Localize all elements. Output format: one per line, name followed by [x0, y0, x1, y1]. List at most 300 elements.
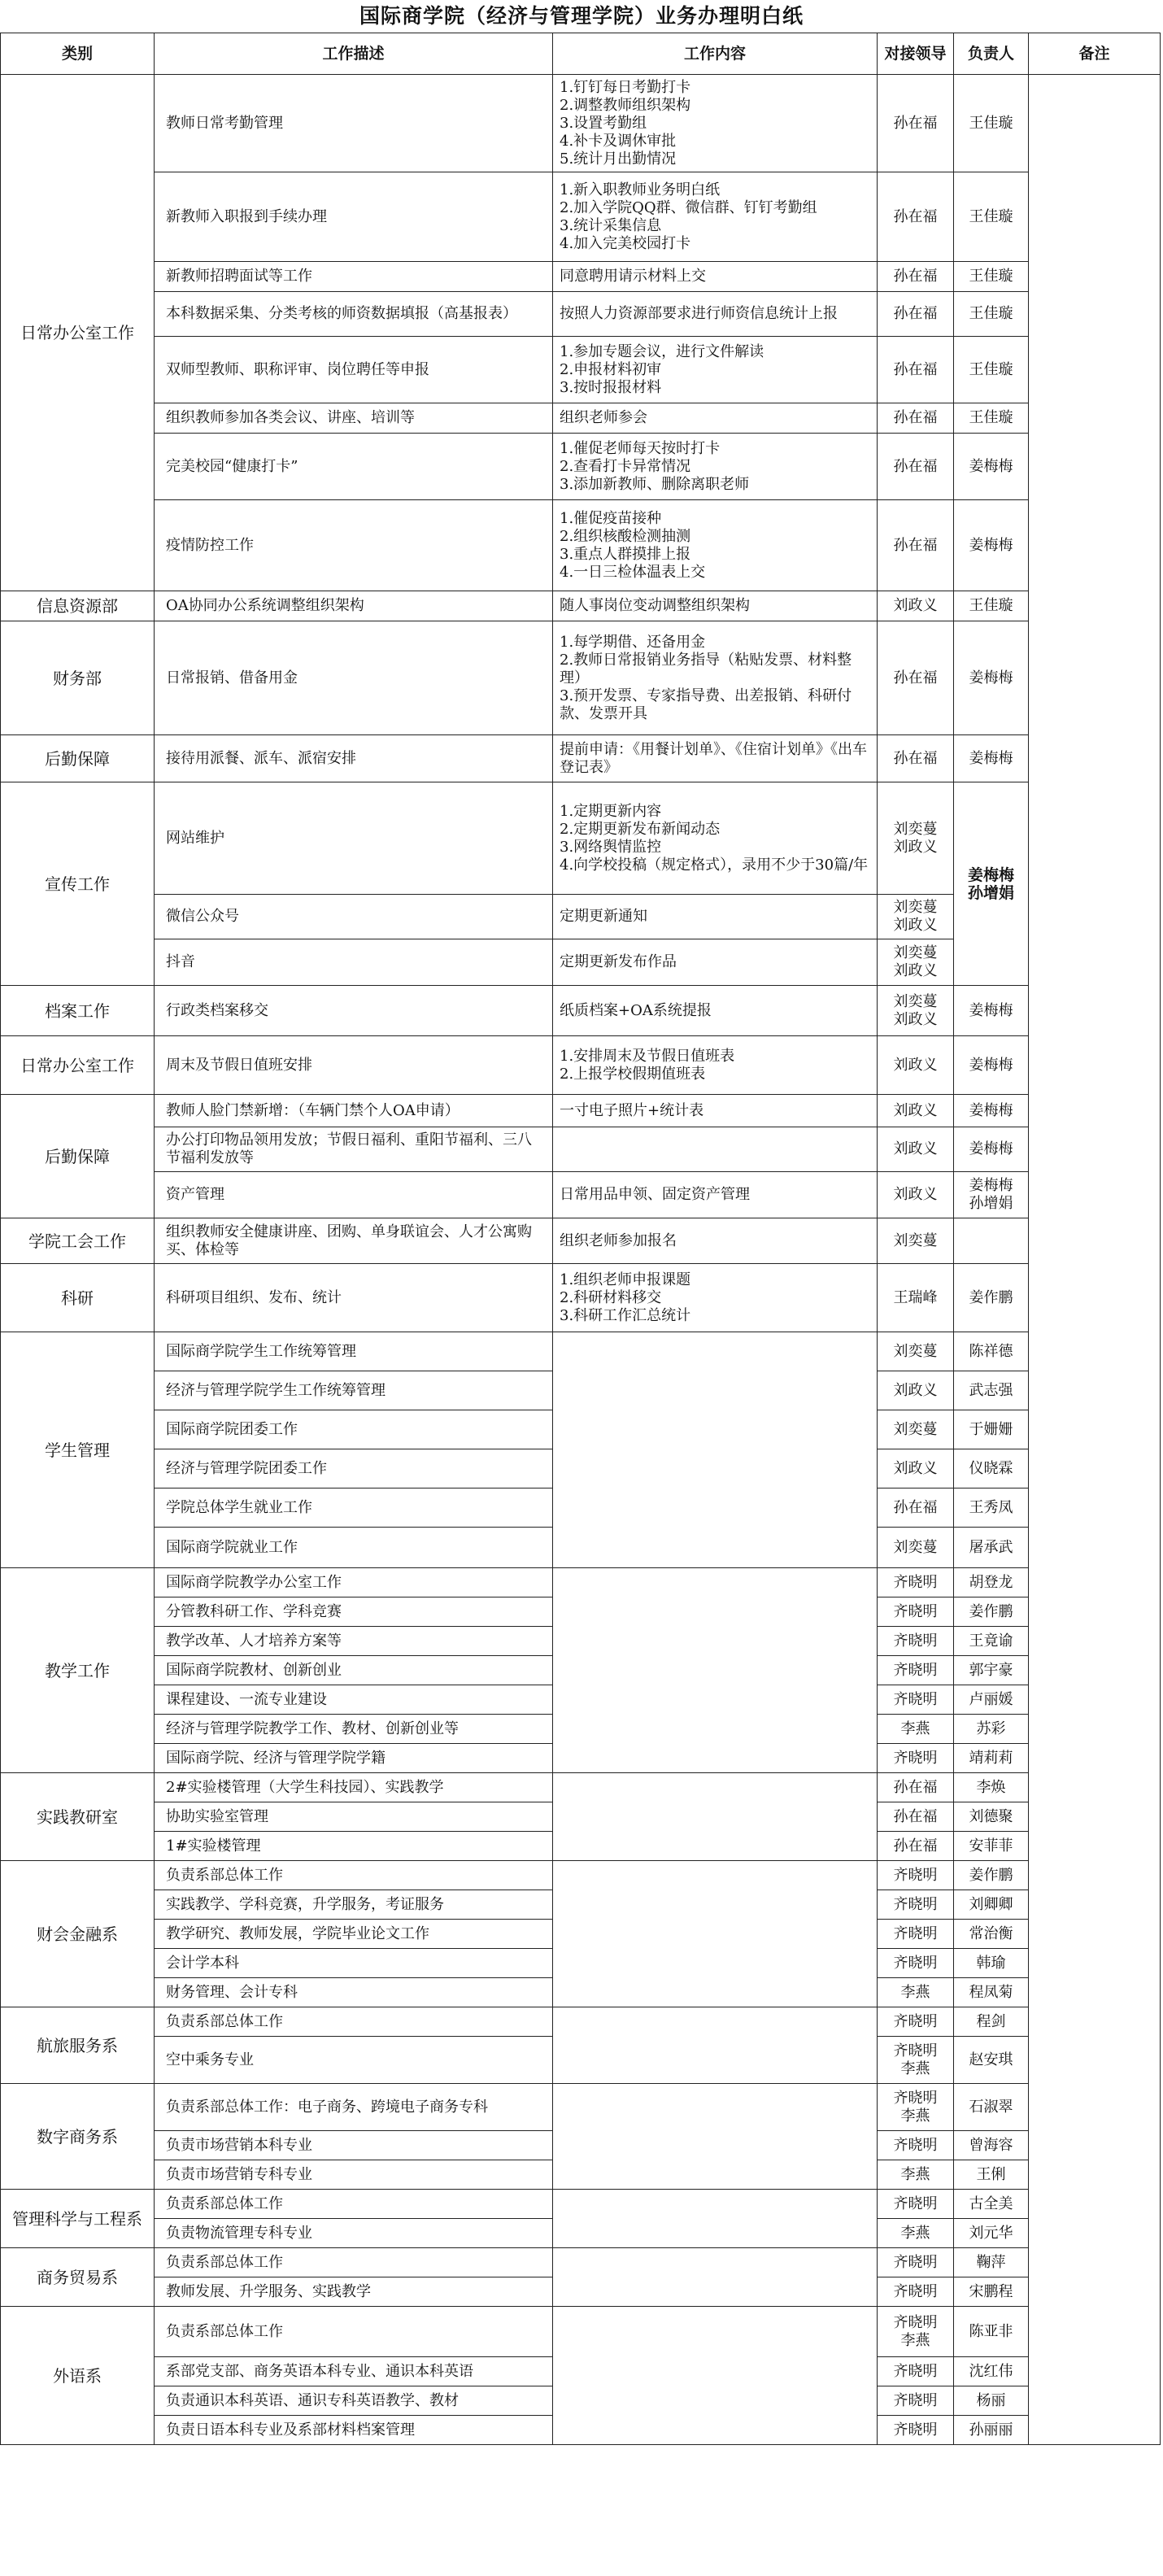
header-category: 类别	[1, 33, 155, 75]
category-cell: 日常办公室工作	[1, 1036, 155, 1095]
content-line: 组织老师参加报名	[560, 1231, 677, 1249]
description-text: 国际商学院就业工作	[166, 1538, 298, 1556]
content-line: 3.设置考勤组	[560, 114, 647, 132]
content-line: 1.参加专题会议，进行文件解读	[560, 342, 764, 360]
leader-cell	[878, 1832, 954, 1861]
leader-name: 齐晓明	[893, 2136, 938, 2154]
owner-cell	[954, 2277, 1029, 2307]
owner-name: 孙增娟	[967, 883, 1014, 902]
description-cell	[155, 2277, 553, 2307]
category-cell: 宣传工作	[1, 782, 155, 986]
owner-name: 曾海容	[969, 2136, 1013, 2154]
leader-name: 孙在福	[893, 409, 938, 426]
content-line: 1.催促老师每天按时打卡	[560, 439, 721, 457]
description-cell	[155, 1172, 553, 1218]
leader-cell	[878, 403, 954, 434]
leader-cell	[878, 1861, 954, 1890]
owner-name: 赵安琪	[969, 2051, 1013, 2068]
table-row	[1, 2307, 1161, 2357]
table-row	[1, 735, 1161, 782]
description-cell	[155, 434, 553, 500]
leader-name: 刘政义	[893, 917, 938, 934]
leader-name: 刘政义	[893, 1381, 938, 1399]
owner-name: 安菲菲	[969, 1837, 1013, 1855]
leader-cell	[878, 1332, 954, 1371]
notes-cell	[1029, 75, 1161, 2445]
leader-name: 孙在福	[893, 536, 938, 554]
content-cell	[553, 2084, 878, 2190]
leader-name: 刘奕蔓	[893, 992, 938, 1010]
content-line: 一寸电子照片+统计表	[560, 1101, 704, 1119]
owner-cell	[954, 621, 1029, 735]
leader-name: 齐晓明	[893, 1602, 938, 1620]
leader-cell	[878, 337, 954, 403]
table-row	[1, 1127, 1161, 1172]
content-cell	[553, 1127, 878, 1172]
owner-cell	[954, 1371, 1029, 1410]
description-cell	[155, 1978, 553, 2007]
owner-name: 武志强	[969, 1381, 1013, 1399]
owner-cell	[954, 292, 1029, 337]
category-cell: 数字商务系	[1, 2084, 155, 2190]
leader-name: 齐晓明	[893, 1866, 938, 1884]
leader-cell	[878, 1264, 954, 1332]
description-cell	[155, 1218, 553, 1264]
table-row	[1, 782, 1161, 895]
content-line: 4.补卡及调休审批	[560, 132, 677, 150]
table-row	[1, 1036, 1161, 1095]
owner-cell	[954, 2416, 1029, 2445]
table-row	[1, 1861, 1161, 1890]
description-cell	[155, 1036, 553, 1095]
content-line: 3.按时报报材料	[560, 378, 662, 396]
description-text: 资产管理	[166, 1186, 224, 1203]
description-text: 教学改革、人才培养方案等	[166, 1632, 342, 1650]
description-cell	[155, 2357, 553, 2386]
owner-name: 姜梅梅	[969, 536, 1013, 554]
owner-name: 鞠萍	[976, 2253, 1006, 2271]
table-row	[1, 2190, 1161, 2219]
description-text: 国际商学院团委工作	[166, 1420, 298, 1438]
content-line: 2.组织核酸检测抽测	[560, 527, 691, 545]
description-cell	[155, 1528, 553, 1568]
leader-cell	[878, 782, 954, 895]
leader-name: 齐晓明	[893, 2012, 938, 2030]
owner-cell	[954, 1861, 1029, 1890]
leader-cell	[878, 2037, 954, 2084]
owner-name: 仪晓霖	[969, 1459, 1013, 1477]
owner-cell	[954, 1172, 1029, 1218]
leader-cell	[878, 1949, 954, 1978]
owner-name: 陈祥德	[969, 1342, 1013, 1360]
leader-name: 孙在福	[893, 114, 938, 132]
leader-cell	[878, 1371, 954, 1410]
description-cell	[155, 1802, 553, 1832]
category-cell: 财会金融系	[1, 1861, 155, 2007]
description-cell	[155, 1127, 553, 1172]
owner-name: 沈红伟	[969, 2362, 1013, 2380]
owner-cell	[954, 1978, 1029, 2007]
owner-cell	[954, 2007, 1029, 2037]
table-header-row	[1, 33, 1161, 75]
owner-name: 姜梅梅	[969, 1056, 1013, 1074]
owner-cell	[954, 2307, 1029, 2357]
description-text: OA协同办公系统调整组织架构	[166, 597, 364, 614]
table-row	[1, 1095, 1161, 1127]
description-cell	[155, 2160, 553, 2190]
owner-cell	[954, 2357, 1029, 2386]
leader-name: 孙在福	[893, 207, 938, 225]
owner-name: 石淑翠	[969, 2098, 1013, 2116]
description-text: 分管教科研工作、学科竞赛	[166, 1602, 342, 1620]
description-text: 经济与管理学院教学工作、教材、创新创业等	[166, 1720, 459, 1737]
content-cell	[553, 1095, 878, 1127]
leader-name: 刘政义	[893, 962, 938, 979]
leader-cell	[878, 500, 954, 591]
table-row	[1, 1332, 1161, 1371]
owner-name: 姜梅梅	[967, 865, 1014, 884]
content-line: 2.科研材料移交	[560, 1288, 662, 1306]
content-cell	[553, 75, 878, 172]
description-text: 完美校园“健康打卡”	[166, 457, 298, 475]
leader-name: 齐晓明	[893, 1924, 938, 1942]
owner-name: 姜梅梅	[969, 1001, 1013, 1019]
owner-name: 姜作鹏	[969, 1288, 1013, 1306]
description-cell	[155, 1920, 553, 1949]
description-cell	[155, 895, 553, 939]
owner-cell	[954, 2248, 1029, 2277]
description-text: 国际商学院学生工作统筹管理	[166, 1342, 356, 1360]
description-text: 负责系部总体工作	[166, 2253, 283, 2271]
description-text: 空中乘务专业	[166, 2051, 254, 2068]
owner-name: 苏彩	[976, 1720, 1006, 1737]
description-cell	[155, 1861, 553, 1890]
content-line: 3.添加新教师、删除离职老师	[560, 475, 750, 493]
table-row	[1, 2248, 1161, 2277]
content-cell	[553, 735, 878, 782]
content-cell	[553, 337, 878, 403]
content-line: 日常用品申领、固定资产管理	[560, 1186, 750, 1203]
leader-name: 孙在福	[893, 360, 938, 378]
content-cell	[553, 403, 878, 434]
description-text: 1#实验楼管理	[166, 1837, 261, 1855]
leader-name: 齐晓明	[893, 2421, 938, 2439]
leader-name: 孙在福	[893, 1807, 938, 1825]
owner-cell	[954, 1264, 1029, 1332]
content-line: 提前申请：《用餐计划单》、《住宿计划单》《出车登记表》	[560, 740, 867, 776]
leader-name: 刘奕蔓	[893, 1538, 938, 1556]
leader-name: 刘政义	[893, 597, 938, 614]
content-line: 1.催促疫苗接种	[560, 509, 662, 527]
description-cell	[155, 2219, 553, 2248]
leader-cell	[878, 2416, 954, 2445]
leader-name: 李燕	[900, 1983, 930, 2001]
owner-name: 姜梅梅	[969, 457, 1013, 475]
leader-name: 王瑞峰	[893, 1288, 938, 1306]
leader-name: 齐晓明	[893, 2282, 938, 2300]
leader-cell	[878, 939, 954, 986]
header-notes: 备注	[1029, 33, 1161, 75]
owner-cell	[954, 262, 1029, 292]
description-text: 教师日常考勤管理	[166, 114, 283, 132]
owner-name: 陈亚非	[969, 2322, 1013, 2340]
content-cell	[553, 2007, 878, 2084]
content-line: 1.定期更新内容	[560, 802, 662, 820]
owner-name: 姜梅梅	[969, 1140, 1013, 1157]
content-line: 同意聘用请示材料上交	[560, 268, 706, 285]
leader-cell	[878, 2160, 954, 2190]
owner-cell	[954, 1127, 1029, 1172]
owner-cell	[954, 2386, 1029, 2416]
leader-cell	[878, 1978, 954, 2007]
table-row	[1, 1264, 1161, 1332]
table-row	[1, 75, 1161, 172]
leader-name: 齐晓明	[893, 2391, 938, 2409]
table-row	[1, 2007, 1161, 2037]
description-cell	[155, 2131, 553, 2160]
leader-name: 孙在福	[893, 305, 938, 322]
description-cell	[155, 1095, 553, 1127]
description-cell	[155, 1715, 553, 1744]
leader-cell	[878, 2190, 954, 2219]
description-text: 新教师入职报到手续办理	[166, 207, 327, 225]
table-row	[1, 172, 1161, 262]
owner-cell	[954, 1656, 1029, 1685]
content-line: 2.教师日常报销业务指导（粘贴发票、材料整理）	[560, 651, 852, 686]
category-cell: 财务部	[1, 621, 155, 735]
description-text: 教师发展、升学服务、实践教学	[166, 2282, 371, 2300]
category-cell: 商务贸易系	[1, 2248, 155, 2307]
content-cell	[553, 2248, 878, 2307]
leader-cell	[878, 2084, 954, 2131]
leader-cell	[878, 2307, 954, 2357]
description-text: 2#实验楼管理（大学生科技园）、实践教学	[166, 1778, 444, 1796]
leader-name: 刘政义	[893, 1101, 938, 1119]
owner-cell	[954, 1715, 1029, 1744]
description-text: 行政类档案移交	[166, 1001, 268, 1019]
leader-name: 齐晓明	[893, 1690, 938, 1708]
leader-cell	[878, 2131, 954, 2160]
content-line: 3.统计采集信息	[560, 216, 662, 234]
content-cell	[553, 434, 878, 500]
owner-name: 孙丽丽	[969, 2421, 1013, 2439]
owner-cell	[954, 1802, 1029, 1832]
owner-name: 郭宇豪	[969, 1661, 1013, 1679]
leader-cell	[878, 895, 954, 939]
owner-name: 王佳璇	[969, 207, 1013, 225]
content-cell	[553, 1568, 878, 1773]
owner-cell	[954, 1218, 1029, 1264]
leader-name: 李燕	[900, 2165, 930, 2183]
leader-cell	[878, 1218, 954, 1264]
owner-cell	[954, 1744, 1029, 1773]
content-line: 1.每学期借、还备用金	[560, 633, 706, 651]
description-text: 负责系部总体工作	[166, 2195, 283, 2212]
leader-cell	[878, 1744, 954, 1773]
description-text: 课程建设、一流专业建设	[166, 1690, 327, 1708]
owner-name: 王佳璇	[969, 409, 1013, 426]
owner-cell	[954, 1773, 1029, 1802]
owner-cell	[954, 2084, 1029, 2131]
table-row	[1, 621, 1161, 735]
content-line: 3.预开发票、专家指导费、出差报销、科研付款、发票开具	[560, 686, 852, 722]
owner-name: 宋鹏程	[969, 2282, 1013, 2300]
description-text: 负责系部总体工作	[166, 2012, 283, 2030]
description-text: 双师型教师、职称评审、岗位聘任等申报	[166, 360, 429, 378]
owner-name: 王佳璇	[969, 268, 1013, 285]
owner-cell	[954, 1036, 1029, 1095]
header-leader: 对接领导	[878, 33, 954, 75]
owner-cell	[954, 1410, 1029, 1449]
leader-cell	[878, 292, 954, 337]
category-cell: 档案工作	[1, 986, 155, 1036]
leader-cell	[878, 1627, 954, 1656]
owner-cell	[954, 1568, 1029, 1597]
description-cell	[155, 1773, 553, 1802]
leader-cell	[878, 262, 954, 292]
owner-cell	[954, 1832, 1029, 1861]
leader-name: 李燕	[900, 2059, 930, 2077]
leader-name: 孙在福	[893, 268, 938, 285]
owner-cell	[954, 2160, 1029, 2190]
owner-name: 王佳璇	[969, 305, 1013, 322]
leader-name: 齐晓明	[893, 2313, 938, 2331]
table-row	[1, 292, 1161, 337]
owner-cell	[954, 403, 1029, 434]
leader-cell	[878, 735, 954, 782]
leader-name: 孙在福	[893, 1778, 938, 1796]
leader-name: 李燕	[900, 2224, 930, 2242]
owner-cell	[954, 1332, 1029, 1371]
description-cell	[155, 735, 553, 782]
owner-cell	[954, 434, 1029, 500]
description-text: 经济与管理学院团委工作	[166, 1459, 327, 1477]
owner-cell	[954, 2131, 1029, 2160]
leader-name: 刘政义	[893, 1186, 938, 1203]
category-cell: 教学工作	[1, 1568, 155, 1773]
owner-cell	[954, 1597, 1029, 1627]
description-text: 新教师招聘面试等工作	[166, 268, 312, 285]
owner-cell	[954, 735, 1029, 782]
description-text: 抖音	[166, 953, 195, 970]
description-cell	[155, 1890, 553, 1920]
content-line: 4.一日三检体温表上交	[560, 563, 706, 581]
owner-cell	[954, 2037, 1029, 2084]
description-text: 接待用派餐、派车、派宿安排	[166, 749, 356, 767]
content-line: 组织老师参会	[560, 409, 647, 426]
leader-name: 刘奕蔓	[893, 820, 938, 838]
description-text: 负责系部总体工作	[166, 2322, 283, 2340]
owner-cell	[954, 1627, 1029, 1656]
content-cell	[553, 1218, 878, 1264]
content-line: 4.向学校投稿（规定格式），录用不少于30篇/年	[560, 856, 869, 874]
content-cell	[553, 895, 878, 939]
leader-cell	[878, 1656, 954, 1685]
leader-cell	[878, 1685, 954, 1715]
table-row	[1, 500, 1161, 591]
description-text: 会计学本科	[166, 1954, 239, 1972]
content-line: 3.网络舆情监控	[560, 838, 662, 856]
leader-name: 孙在福	[893, 749, 938, 767]
table-row	[1, 337, 1161, 403]
leader-name: 齐晓明	[893, 1749, 938, 1767]
header-content: 工作内容	[553, 33, 878, 75]
content-line: 按照人力资源部要求进行师资信息统计上报	[560, 305, 838, 322]
leader-name: 李燕	[900, 1720, 930, 1737]
leader-cell	[878, 1127, 954, 1172]
content-line: 3.重点人群摸排上报	[560, 545, 691, 563]
leader-cell	[878, 621, 954, 735]
content-cell	[553, 2190, 878, 2248]
content-line: 1.安排周末及节假日值班表	[560, 1047, 735, 1065]
description-cell	[155, 1744, 553, 1773]
description-text: 负责市场营销本科专业	[166, 2136, 312, 2154]
leader-cell	[878, 1597, 954, 1627]
owner-name: 刘卿卿	[969, 1895, 1013, 1913]
leader-cell	[878, 1920, 954, 1949]
content-line: 2.加入学院QQ群、微信群、钉钉考勤组	[560, 198, 817, 216]
owner-name: 孙增娟	[969, 1195, 1013, 1212]
leader-name: 齐晓明	[893, 2042, 938, 2059]
content-line: 2.调整教师组织架构	[560, 96, 691, 114]
description-cell	[155, 1332, 553, 1371]
description-cell	[155, 2084, 553, 2131]
leader-cell	[878, 1528, 954, 1568]
leader-name: 刘政义	[893, 1056, 938, 1074]
description-text: 国际商学院教材、创新创业	[166, 1661, 342, 1679]
content-cell	[553, 591, 878, 621]
owner-cell	[954, 75, 1029, 172]
leader-name: 齐晓明	[893, 1632, 938, 1650]
owner-cell	[954, 1920, 1029, 1949]
description-text: 办公打印物品领用发放；节假日福利、重阳节福利、三八节福利发放等	[166, 1131, 532, 1166]
owner-name: 程凤菊	[969, 1983, 1013, 2001]
category-cell: 日常办公室工作	[1, 75, 155, 591]
content-line: 定期更新发布作品	[560, 953, 677, 970]
description-cell	[155, 1264, 553, 1332]
table-row	[1, 262, 1161, 292]
leader-cell	[878, 1890, 954, 1920]
leader-name: 刘政义	[893, 1010, 938, 1028]
owner-name: 姜梅梅	[969, 749, 1013, 767]
leader-name: 齐晓明	[893, 2253, 938, 2271]
owner-cell	[954, 1890, 1029, 1920]
content-cell	[553, 1264, 878, 1332]
owner-name: 杨丽	[976, 2391, 1006, 2409]
description-text: 学院总体学生就业工作	[166, 1498, 312, 1516]
leader-name: 孙在福	[893, 669, 938, 686]
description-text: 负责市场营销专科专业	[166, 2165, 312, 2183]
content-cell	[553, 1036, 878, 1095]
table-row	[1, 434, 1161, 500]
owner-cell	[954, 1685, 1029, 1715]
description-cell	[155, 1489, 553, 1528]
category-cell: 信息资源部	[1, 591, 155, 621]
owner-name: 常治衡	[969, 1924, 1013, 1942]
description-text: 经济与管理学院学生工作统筹管理	[166, 1381, 385, 1399]
description-text: 实践教学、学科竞赛，升学服务，考证服务	[166, 1895, 444, 1913]
leader-name: 刘奕蔓	[893, 1342, 938, 1360]
content-line: 定期更新通知	[560, 908, 647, 925]
content-cell	[553, 172, 878, 262]
description-text: 组织教师参加各类会议、讲座、培训等	[166, 409, 415, 426]
content-cell	[553, 292, 878, 337]
leader-cell	[878, 75, 954, 172]
description-text: 协助实验室管理	[166, 1807, 268, 1825]
description-text: 微信公众号	[166, 908, 239, 925]
leader-name: 刘政义	[893, 1140, 938, 1157]
description-text: 国际商学院教学办公室工作	[166, 1573, 342, 1591]
